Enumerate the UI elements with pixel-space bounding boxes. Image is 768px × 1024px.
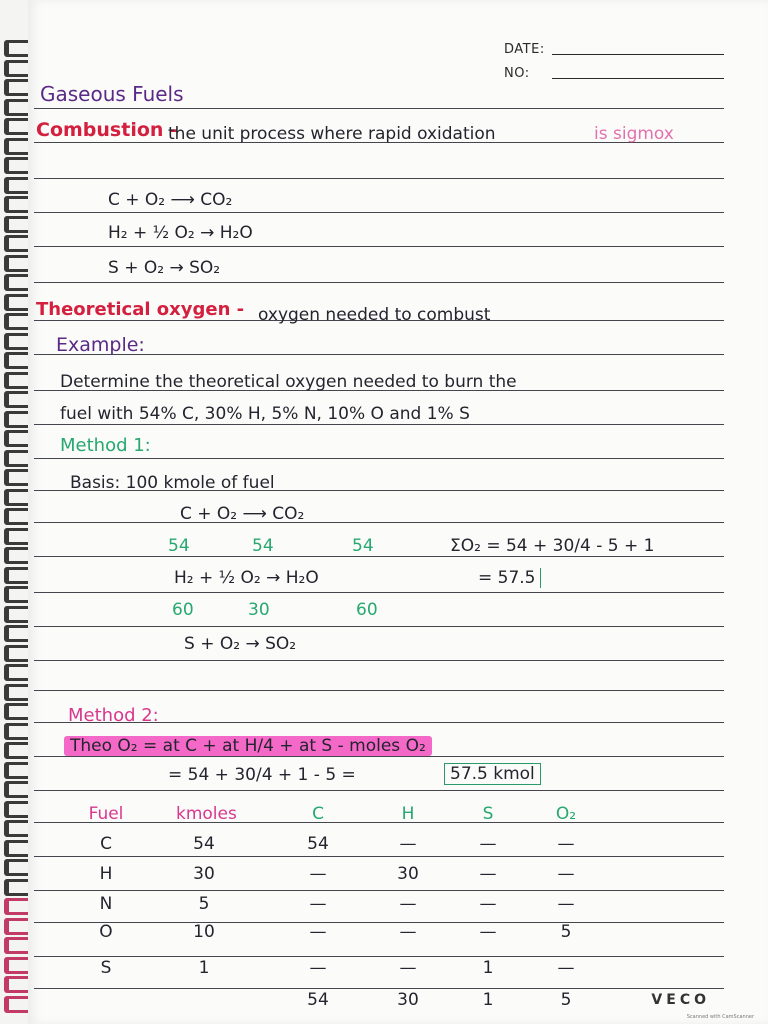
- scanner-watermark: Scanned with CamScanner: [686, 1014, 754, 1020]
- table-cell: —: [479, 834, 497, 854]
- table-cell: 1: [482, 958, 494, 978]
- example-label: Example:: [56, 334, 145, 356]
- ruled-line: [34, 178, 724, 179]
- table-cell: H: [99, 864, 113, 884]
- table-cell: 5: [560, 922, 572, 942]
- ruled-line: [34, 458, 724, 459]
- ruled-line: [34, 690, 724, 691]
- theoretical-term: Theoretical oxygen -: [36, 299, 245, 320]
- method-1-reaction-h: H₂ + ½ O₂ → H₂O: [174, 568, 319, 588]
- ruled-line: [34, 790, 724, 791]
- example-problem-line-2: fuel with 54% C, 30% H, 5% N, 10% O and 1% S: [60, 404, 470, 424]
- ruled-line: [34, 282, 724, 283]
- amt-c-1: 54: [168, 536, 190, 556]
- table-cell: C: [100, 834, 112, 854]
- table-cell: 5: [198, 894, 210, 914]
- combustion-note: is sigmox: [594, 124, 674, 144]
- table-cell: 54: [193, 834, 215, 854]
- method-1-result: = 57.5: [478, 568, 541, 588]
- ruled-line: [34, 522, 724, 523]
- ruled-line: [34, 246, 724, 247]
- reaction-2: H₂ + ½ O₂ → H₂O: [108, 223, 253, 243]
- table-cell: —: [309, 958, 327, 978]
- ruled-line: [34, 988, 724, 989]
- ruled-line: [34, 212, 724, 213]
- table-cell: —: [399, 958, 417, 978]
- method-1-basis: Basis: 100 kmole of fuel: [70, 473, 275, 493]
- amt-c-3: 54: [352, 536, 374, 556]
- ruled-line: [34, 756, 724, 757]
- amt-c-2: 54: [252, 536, 274, 556]
- page-title: Gaseous Fuels: [40, 82, 184, 106]
- table-cell: 10: [193, 922, 215, 942]
- table-cell: —: [557, 894, 575, 914]
- reaction-3: S + O₂ → SO₂: [108, 258, 221, 278]
- example-problem-line-1: Determine the theoretical oxygen needed to burn the: [60, 372, 517, 392]
- table-cell: —: [399, 834, 417, 854]
- table-cell: —: [557, 864, 575, 884]
- table-cell: —: [399, 922, 417, 942]
- table-cell: —: [557, 834, 575, 854]
- table-cell: —: [309, 864, 327, 884]
- table-cell: 1: [198, 958, 210, 978]
- reaction-1: C + O₂ ⟶ CO₂: [108, 190, 233, 210]
- table-total-cell: 5: [560, 990, 572, 1010]
- table-total-cell: 54: [307, 990, 329, 1010]
- table-header-cell: H: [401, 804, 415, 824]
- amt-h-1: 60: [172, 600, 194, 620]
- table-cell: —: [309, 922, 327, 942]
- ruled-line: [34, 956, 724, 957]
- table-cell: —: [479, 864, 497, 884]
- method-2-result: 57.5 kmol: [444, 763, 541, 785]
- date-label: DATE:: [504, 42, 545, 57]
- ruled-line: [34, 424, 724, 425]
- ruled-line: [34, 922, 724, 923]
- table-header-cell: kmoles: [176, 804, 237, 824]
- table-cell: —: [479, 894, 497, 914]
- theoretical-definition: oxygen needed to combust: [258, 305, 491, 325]
- table-cell: N: [99, 894, 113, 914]
- ruled-line: [34, 108, 724, 109]
- table-header-cell: S: [482, 804, 494, 824]
- combustion-definition: the unit process where rapid oxidation: [168, 124, 496, 144]
- ruled-line: [34, 822, 724, 823]
- amt-h-3: 60: [356, 600, 378, 620]
- date-line: [552, 54, 724, 55]
- method-2-label: Method 2:: [68, 705, 159, 726]
- ruled-line: [34, 856, 724, 857]
- ruled-line: [34, 592, 724, 593]
- table-cell: O: [99, 922, 113, 942]
- table-total-cell: 1: [482, 990, 494, 1010]
- table-cell: 30: [397, 864, 419, 884]
- table-cell: 54: [307, 834, 329, 854]
- method-1-reaction-c: C + O₂ ⟶ CO₂: [180, 504, 305, 524]
- ruled-line: [34, 660, 724, 661]
- no-line: [552, 78, 724, 79]
- method-1-reaction-s: S + O₂ → SO₂: [184, 634, 297, 654]
- table-total-cell: 30: [397, 990, 419, 1010]
- table-cell: —: [309, 894, 327, 914]
- table-cell: —: [399, 894, 417, 914]
- table-cell: —: [557, 958, 575, 978]
- method-2-calc: = 54 + 30/4 + 1 - 5 =: [168, 765, 356, 785]
- table-cell: S: [100, 958, 112, 978]
- combustion-term: Combustion -: [36, 119, 178, 141]
- method-1-sum: ΣO₂ = 54 + 30/4 - 5 + 1: [450, 536, 655, 556]
- table-cell: 30: [193, 864, 215, 884]
- ruled-line: [34, 626, 724, 627]
- method-1-label: Method 1:: [60, 435, 151, 456]
- ruled-line: [34, 890, 724, 891]
- notebook-brand-logo: VECO: [651, 992, 710, 1008]
- ruled-line: [34, 556, 724, 557]
- method-2-formula: Theo O₂ = at C + at H/4 + at S - moles O₂: [64, 736, 432, 756]
- table-cell: —: [479, 922, 497, 942]
- table-header-cell: Fuel: [88, 804, 124, 824]
- table-header-cell: C: [312, 804, 324, 824]
- table-header-cell: O₂: [555, 804, 577, 824]
- amt-h-2: 30: [248, 600, 270, 620]
- no-label: NO:: [504, 66, 530, 81]
